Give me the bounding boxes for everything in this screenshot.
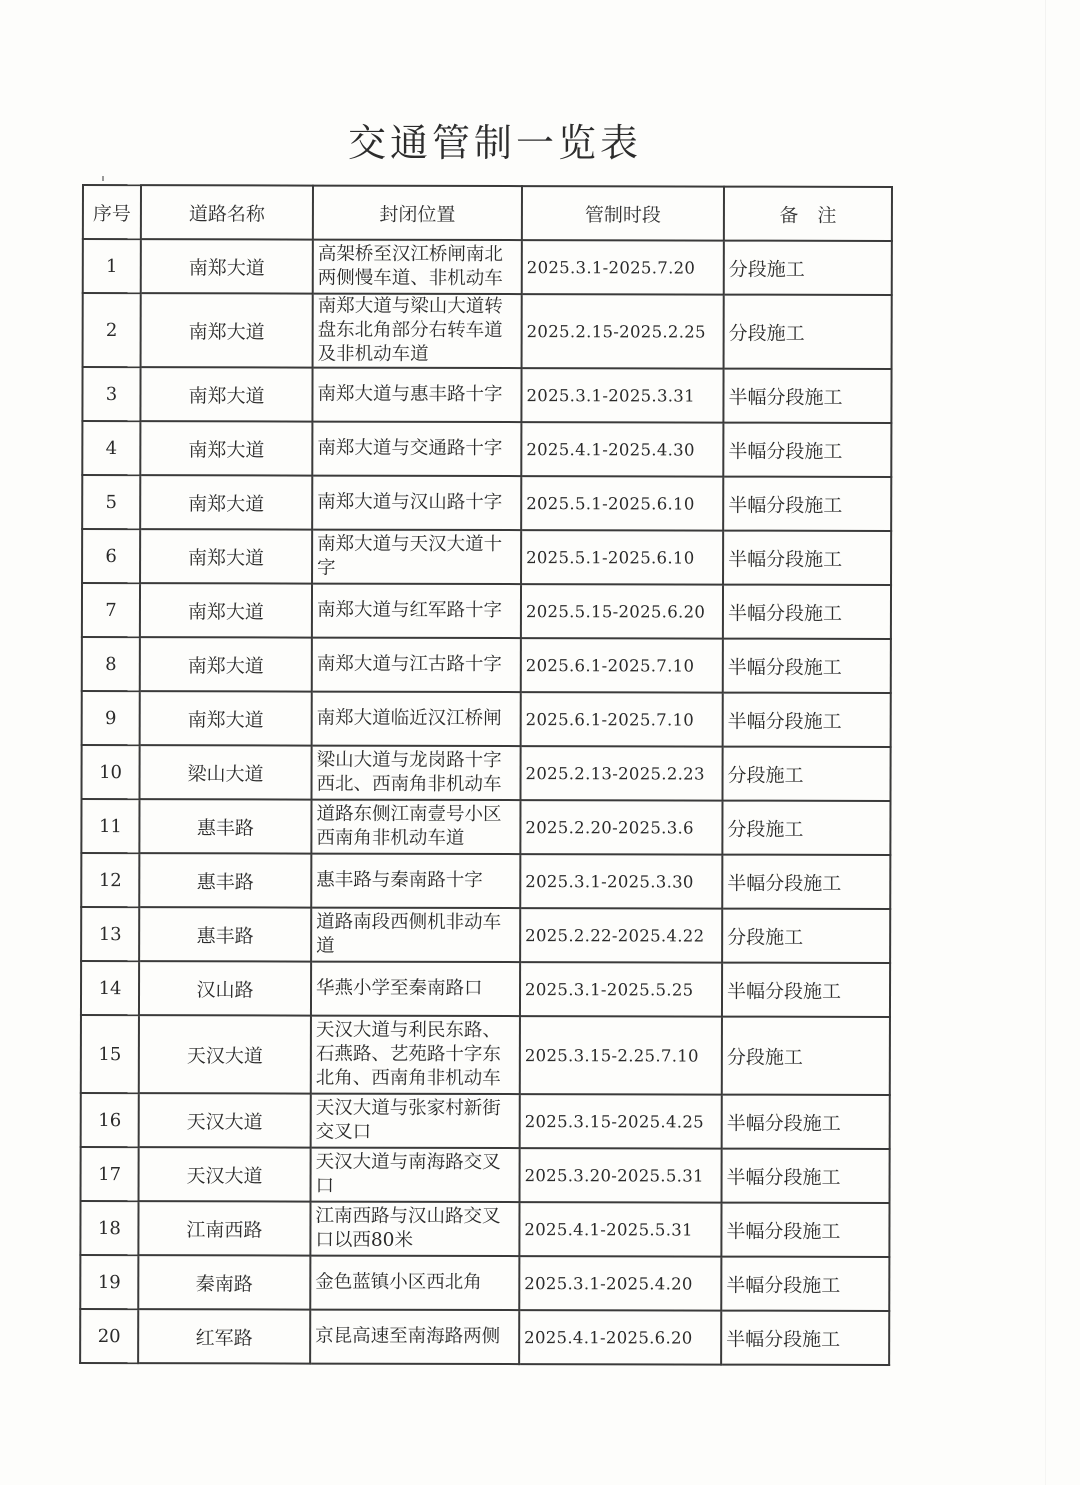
table-row (80, 1201, 889, 1257)
cell-location: 南郑大道与汉山路十字 (312, 476, 521, 531)
cell-road-name: 天汉大道 (139, 1147, 311, 1201)
cell-road-name: 南郑大道 (140, 637, 312, 691)
table-row (82, 529, 891, 585)
cell-road-name: 南郑大道 (140, 367, 312, 421)
cell-note: 半幅分段施工 (722, 855, 890, 909)
cell-road-name: 秦南路 (138, 1255, 310, 1309)
cell-index: 2 (83, 293, 141, 367)
cell-index: 13 (81, 907, 139, 961)
cell-location: 华燕小学至秦南路口 (311, 962, 520, 1017)
traffic-control-table (79, 184, 893, 1366)
table-row (82, 637, 891, 693)
cell-index: 10 (81, 745, 139, 799)
cell-note: 分段施工 (722, 909, 890, 963)
cell-location: 京昆高速至南海路两侧 (310, 1310, 519, 1365)
cell-period: 2025.6.1-2025.7.10 (521, 638, 723, 692)
table-row (81, 961, 890, 1017)
cell-period: 2025.2.20-2025.3.6 (520, 800, 722, 854)
cell-location: 道路东侧江南壹号小区西南角非机动车道 (311, 800, 520, 855)
cell-location: 江南西路与汉山路交叉口以西80米 (310, 1202, 519, 1257)
cell-index: 17 (81, 1147, 139, 1201)
cell-location: 南郑大道与天汉大道十字 (312, 530, 521, 585)
cell-location: 南郑大道与梁山大道转盘东北角部分右转车道及非机动车道 (313, 294, 522, 369)
cell-note: 半幅分段施工 (723, 693, 891, 747)
cell-index: 12 (81, 853, 139, 907)
cell-index: 7 (82, 583, 140, 637)
cell-road-name: 南郑大道 (140, 529, 312, 583)
table-row (82, 367, 891, 423)
cell-period: 2025.3.15-2.25.7.10 (520, 1016, 722, 1094)
cell-period: 2025.4.1-2025.4.30 (521, 422, 723, 476)
cell-period: 2025.2.13-2025.2.23 (520, 746, 722, 800)
cell-location: 南郑大道与江古路十字 (312, 638, 521, 693)
cell-road-name: 汉山路 (139, 961, 311, 1015)
cell-road-name: 梁山大道 (139, 745, 311, 799)
cell-period: 2025.5.15-2025.6.20 (521, 584, 723, 638)
cell-road-name: 惠丰路 (139, 799, 311, 853)
cell-location: 南郑大道与交通路十字 (312, 422, 521, 477)
cell-location: 高架桥至汉江桥闸南北两侧慢车道、非机动车 (313, 240, 522, 295)
cell-index: 6 (82, 529, 140, 583)
cell-note: 半幅分段施工 (723, 369, 891, 423)
table-row (81, 1147, 890, 1203)
table-row (82, 583, 891, 639)
cell-note: 半幅分段施工 (722, 1095, 890, 1149)
cell-road-name: 天汉大道 (139, 1093, 311, 1147)
cell-period: 2025.4.1-2025.5.31 (519, 1202, 721, 1256)
cell-note: 半幅分段施工 (723, 477, 891, 531)
table-row (81, 853, 890, 909)
table-row (82, 475, 891, 531)
page-title: 交通管制一览表 (347, 121, 642, 165)
table-row (80, 1255, 889, 1311)
cell-period: 2025.3.15-2025.4.25 (520, 1094, 722, 1148)
cell-road-name: 南郑大道 (141, 293, 313, 367)
cell-road-name: 惠丰路 (139, 907, 311, 961)
table-row (81, 745, 890, 801)
cell-index: 18 (80, 1201, 138, 1255)
cell-note: 分段施工 (724, 241, 892, 295)
cell-location: 惠丰路与秦南路十字 (311, 854, 520, 909)
cell-location: 天汉大道与张家村新街交叉口 (311, 1094, 520, 1149)
cell-index: 11 (81, 799, 139, 853)
cell-note: 分段施工 (724, 295, 892, 369)
cell-note: 半幅分段施工 (723, 423, 891, 477)
cell-road-name: 南郑大道 (140, 583, 312, 637)
cell-road-name: 南郑大道 (140, 475, 312, 529)
cell-index: 15 (81, 1015, 139, 1093)
cell-location: 天汉大道与南海路交叉口 (311, 1148, 520, 1203)
cell-index: 5 (82, 475, 140, 529)
cell-index: 8 (82, 637, 140, 691)
table-row (81, 907, 890, 963)
cell-note: 半幅分段施工 (723, 639, 891, 693)
cell-note: 半幅分段施工 (723, 531, 891, 585)
scan-speck (102, 176, 104, 181)
cell-period: 2025.5.1-2025.6.10 (521, 476, 723, 530)
cell-index: 20 (80, 1309, 138, 1363)
cell-note: 半幅分段施工 (721, 1203, 889, 1257)
cell-period: 2025.3.1-2025.7.20 (522, 240, 724, 294)
header-location: 封闭位置 (313, 186, 522, 241)
cell-road-name: 红军路 (138, 1309, 310, 1363)
cell-road-name: 江南西路 (138, 1201, 310, 1255)
cell-index: 14 (81, 961, 139, 1015)
cell-period: 2025.3.20-2025.5.31 (520, 1148, 722, 1202)
table-row (81, 799, 890, 855)
cell-index: 1 (83, 239, 141, 293)
cell-note: 分段施工 (722, 801, 890, 855)
cell-location: 南郑大道临近汉江桥闸 (312, 692, 521, 747)
table-row (80, 1309, 889, 1365)
header-index: 序号 (83, 185, 141, 239)
table-row (81, 1015, 890, 1095)
table-row (83, 239, 892, 295)
table-row (82, 691, 891, 747)
table-body (80, 239, 892, 1365)
table-row (82, 421, 891, 477)
cell-period: 2025.2.15-2025.2.25 (522, 294, 724, 368)
cell-road-name: 南郑大道 (140, 691, 312, 745)
cell-note: 半幅分段施工 (722, 963, 890, 1017)
cell-index: 3 (82, 367, 140, 421)
cell-index: 19 (80, 1255, 138, 1309)
cell-note: 半幅分段施工 (722, 1149, 890, 1203)
cell-period: 2025.3.1-2025.3.30 (520, 854, 722, 908)
table-row (81, 1093, 890, 1149)
cell-period: 2025.3.1-2025.3.31 (521, 368, 723, 422)
cell-period: 2025.6.1-2025.7.10 (521, 692, 723, 746)
cell-location: 天汉大道与利民东路、石燕路、艺苑路十字东北角、西南角非机动车 (311, 1016, 520, 1095)
cell-period: 2025.5.1-2025.6.10 (521, 530, 723, 584)
header-notes: 备 注 (724, 187, 892, 241)
cell-index: 4 (82, 421, 140, 475)
table-row (83, 293, 892, 369)
cell-note: 分段施工 (722, 747, 890, 801)
cell-index: 9 (82, 691, 140, 745)
cell-location: 梁山大道与龙岗路十字西北、西南角非机动车 (311, 746, 520, 801)
table-header-row (83, 185, 892, 241)
cell-location: 道路南段西侧机非动车道 (311, 908, 520, 963)
cell-road-name: 惠丰路 (139, 853, 311, 907)
cell-road-name: 南郑大道 (140, 421, 312, 475)
cell-period: 2025.3.1-2025.4.20 (519, 1256, 721, 1310)
cell-note: 分段施工 (722, 1017, 890, 1095)
cell-index: 16 (81, 1093, 139, 1147)
cell-note: 半幅分段施工 (721, 1311, 889, 1365)
cell-period: 2025.3.1-2025.5.25 (520, 962, 722, 1016)
header-period: 管制时段 (522, 186, 724, 240)
cell-period: 2025.4.1-2025.6.20 (519, 1310, 721, 1364)
cell-road-name: 天汉大道 (139, 1015, 311, 1093)
cell-note: 半幅分段施工 (721, 1257, 889, 1311)
cell-note: 半幅分段施工 (723, 585, 891, 639)
cell-location: 金色蓝镇小区西北角 (310, 1256, 519, 1311)
cell-road-name: 南郑大道 (141, 239, 313, 293)
cell-location: 南郑大道与红军路十字 (312, 584, 521, 639)
header-road: 道路名称 (141, 185, 313, 239)
cell-location: 南郑大道与惠丰路十字 (312, 368, 521, 423)
cell-period: 2025.2.22-2025.4.22 (520, 908, 722, 962)
page-edge-shadow (1045, 0, 1046, 1485)
